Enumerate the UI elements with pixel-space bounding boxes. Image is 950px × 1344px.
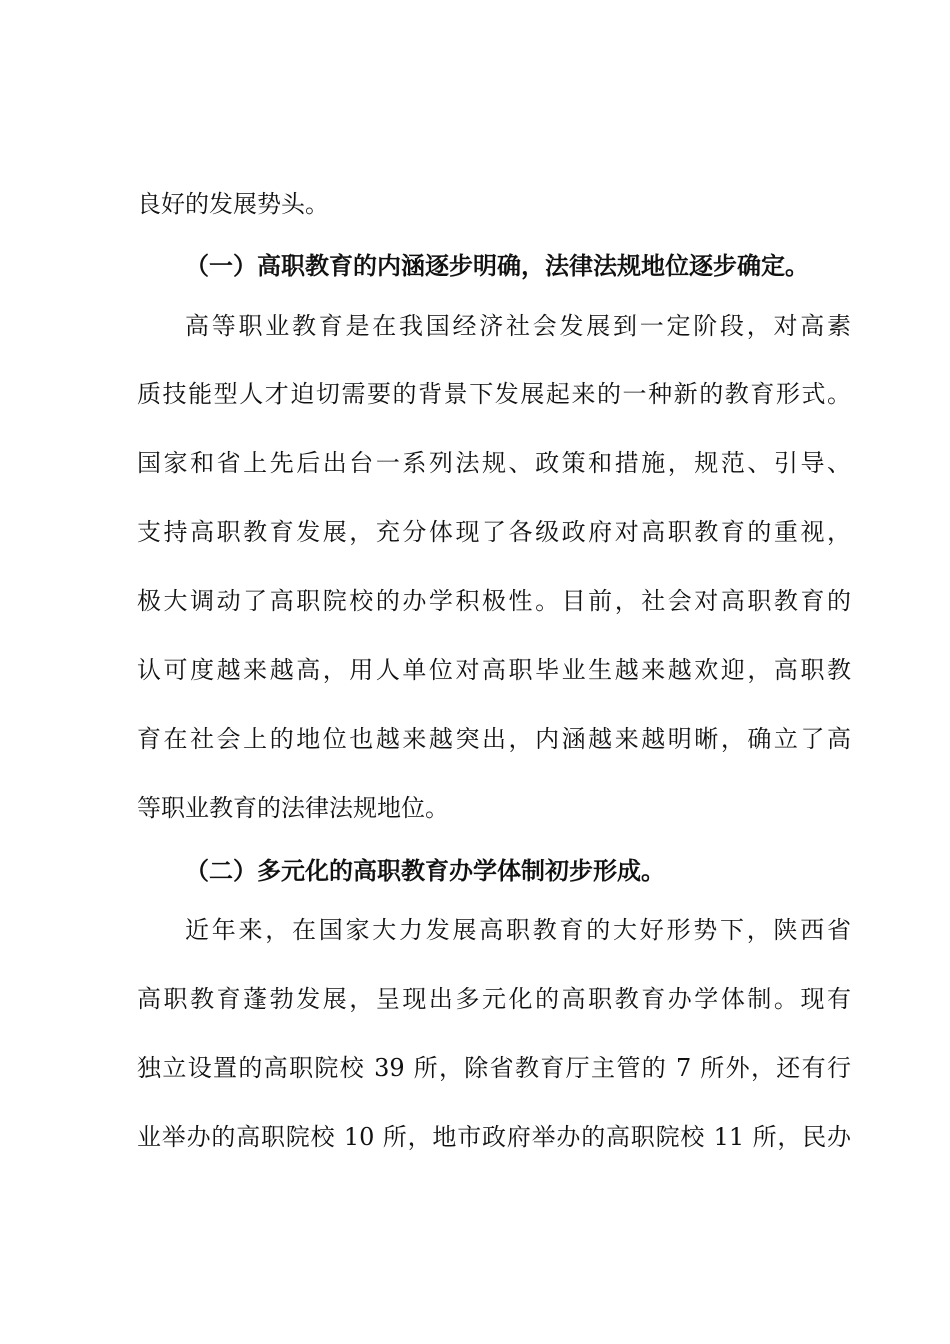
body-text-line: 等职业教育的法律法规地位。: [137, 794, 449, 822]
body-text-line: 高等职业教育是在我国经济社会发展到一定阶段，对高素: [185, 312, 851, 340]
body-text-line: 育在社会上的地位也越来越突出，内涵越来越明晰，确立了高: [137, 725, 851, 753]
body-text-line: 良好的发展势头。: [137, 190, 329, 218]
body-text-line: 质技能型人才迫切需要的背景下发展起来的一种新的教育形式。: [137, 380, 851, 408]
body-text-line: 认可度越来越高，用人单位对高职毕业生越来越欢迎，高职教: [137, 656, 851, 684]
body-text-line: 高职教育蓬勃发展，呈现出多元化的高职教育办学体制。现有: [137, 985, 851, 1013]
body-text-line: 极大调动了高职院校的办学积极性。目前，社会对高职教育的: [137, 587, 851, 615]
section-heading-1: （一）高职教育的内涵逐步明确，法律法规地位逐步确定。: [185, 251, 809, 280]
section-heading-2: （二）多元化的高职教育办学体制初步形成。: [185, 856, 665, 885]
body-text-line: 业举办的高职院校 10 所，地市政府举办的高职院校 11 所，民办: [137, 1123, 851, 1151]
body-text-line: 国家和省上先后出台一系列法规、政策和措施，规范、引导、: [137, 449, 851, 477]
body-text-line: 近年来，在国家大力发展高职教育的大好形势下，陕西省: [185, 916, 851, 944]
body-text-line: 独立设置的高职院校 39 所，除省教育厅主管的 7 所外，还有行: [137, 1054, 851, 1082]
body-text-line: 支持高职教育发展，充分体现了各级政府对高职教育的重视，: [137, 518, 851, 546]
